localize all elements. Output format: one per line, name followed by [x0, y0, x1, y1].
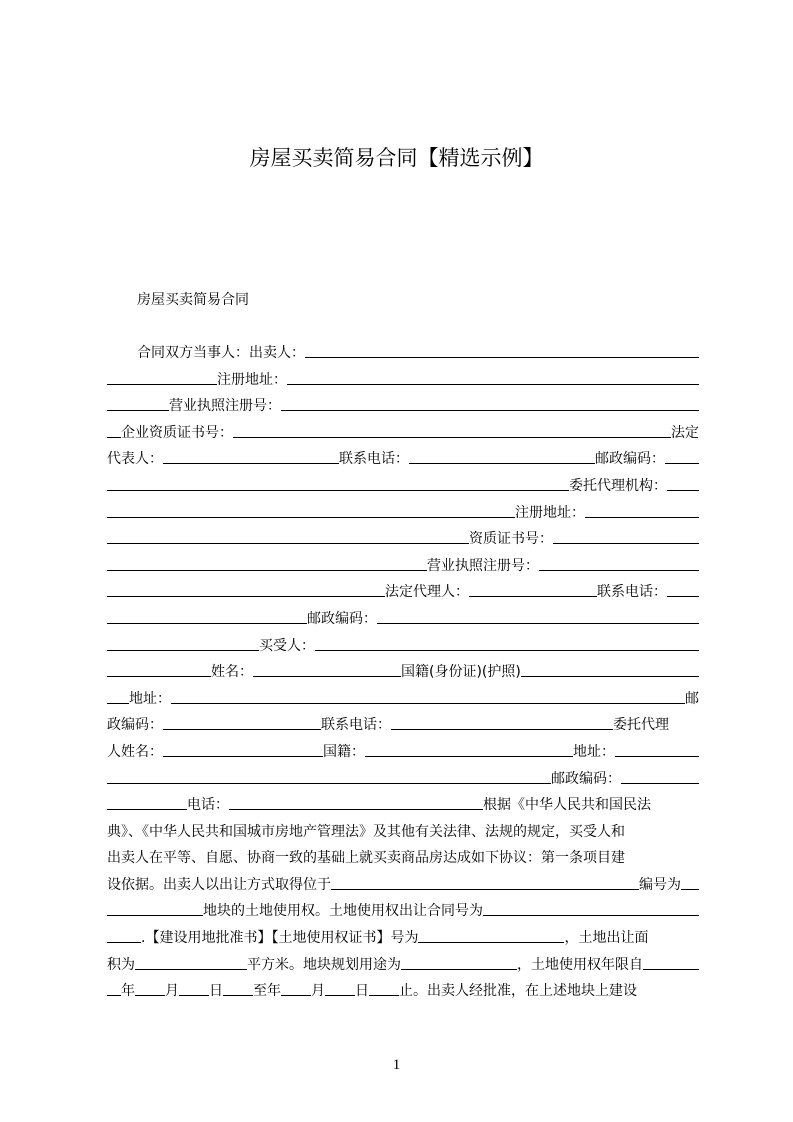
fill-in-blank — [163, 714, 321, 730]
fill-in-blank — [621, 768, 699, 784]
body-text-segment: 资质证书号： — [469, 531, 553, 548]
body-text-segment: ，土地使用权年限自 — [517, 956, 643, 973]
fill-in-blank — [315, 635, 699, 651]
fill-in-blank — [107, 369, 217, 385]
fill-in-blank — [401, 954, 517, 970]
page-number: 1 — [392, 1057, 401, 1073]
fill-in-blank — [179, 980, 209, 996]
body-text-segment: 法定代理人： — [385, 584, 469, 601]
body-text-segment: 邮政编码： — [595, 451, 665, 468]
body-line — [107, 526, 699, 553]
body-line — [107, 367, 699, 394]
fill-in-blank — [369, 980, 399, 996]
body-line — [107, 925, 699, 952]
body-text-segment: 止。出卖人经批准，在上述地块上建设 — [399, 983, 637, 1000]
body-text-segment: 日 — [355, 983, 369, 1000]
body-text-segment: 注册地址： — [515, 504, 585, 521]
body-line — [107, 340, 699, 367]
body-line — [107, 500, 699, 527]
body-text-segment: 邮政编码： — [307, 610, 377, 627]
body-text-segment: 典》、《中华人民共和国城市房地产管理法》及其他有关法律、法规的规定，买受人和 — [107, 823, 625, 840]
fill-in-blank — [483, 900, 699, 916]
fill-in-blank — [107, 900, 203, 916]
body-line — [107, 978, 699, 1005]
fill-in-blank — [135, 954, 247, 970]
body-text-segment: 代表人： — [107, 451, 163, 468]
fill-in-blank — [253, 661, 401, 677]
body-text-segment: 国籍： — [323, 743, 365, 760]
fill-in-blank — [107, 608, 307, 624]
body-text-segment: 委托代理 — [613, 717, 669, 734]
body-text-segment: 法定 — [671, 424, 699, 441]
body-text-segment: 地址： — [573, 743, 615, 760]
fill-in-blank — [469, 581, 597, 597]
body-text-segment: 编号为 — [639, 876, 681, 893]
fill-in-blank — [229, 794, 483, 810]
body-line — [107, 686, 699, 713]
body-line — [107, 420, 699, 447]
fill-in-blank — [107, 688, 129, 704]
body-text-segment: 积为 — [107, 956, 135, 973]
fill-in-blank — [585, 502, 699, 518]
fill-in-blank — [681, 874, 699, 890]
fill-in-blank — [287, 369, 699, 385]
fill-in-blank — [107, 502, 515, 518]
body-text-segment: 联系电话： — [321, 717, 391, 734]
body-line — [107, 792, 699, 819]
body-text-segment: 联系电话： — [339, 451, 409, 468]
body-text-segment: 合同双方当事人：出卖人： — [137, 345, 305, 361]
body-text-segment: 设依据。出卖人以出让方式取得位于 — [107, 876, 331, 893]
fill-in-blank — [667, 581, 699, 597]
body-text-segment: 年 — [121, 983, 135, 1000]
body-text-segment: 国籍(身份证)(护照) — [401, 664, 521, 681]
body-text-segment: 地块的土地使用权。土地使用权出让合同号为 — [203, 903, 483, 920]
fill-in-blank — [171, 688, 685, 704]
fill-in-blank — [107, 661, 211, 677]
fill-in-blank — [521, 661, 699, 677]
section-heading: 房屋买卖简易合同 — [137, 292, 249, 308]
body-text-segment: 营业执照注册号： — [169, 398, 281, 415]
fill-in-blank — [539, 555, 699, 571]
body-text-segment: 买受人： — [259, 637, 315, 654]
body-text-segment: 平方米。地块规划用途为 — [247, 956, 401, 973]
body-text-segment: 注册地址： — [217, 371, 287, 388]
body-text-segment: 至年 — [253, 983, 281, 1000]
body-text-segment: 联系电话： — [597, 584, 667, 601]
fill-in-blank — [665, 448, 699, 464]
fill-in-blank — [305, 342, 699, 358]
fill-in-blank — [107, 927, 141, 943]
body-line — [107, 845, 699, 872]
fill-in-blank — [418, 927, 564, 943]
fill-in-blank — [281, 395, 699, 411]
body-text-segment: 月 — [311, 983, 325, 1000]
body-text-segment: .【建设用地批准书】【土地使用权证书】号为 — [141, 930, 419, 947]
contract-body — [107, 340, 699, 1005]
fill-in-blank — [365, 741, 573, 757]
body-text-segment: 姓名： — [211, 664, 253, 681]
body-line — [107, 766, 699, 793]
body-line — [107, 712, 699, 739]
body-text-segment: 电话： — [187, 797, 229, 814]
body-text-segment: ，土地出让面 — [564, 930, 649, 947]
fill-in-blank — [107, 581, 385, 597]
fill-in-blank — [553, 528, 699, 544]
body-text-segment: 邮 — [685, 690, 699, 707]
body-text-segment: 地址： — [129, 690, 171, 707]
body-text-segment: 企业资质证书号： — [121, 424, 233, 441]
body-text-segment: 出卖人在平等、自愿、协商一致的基础上就买卖商品房达成如下协议：第一条项目建 — [107, 850, 625, 867]
body-line — [107, 633, 699, 660]
body-line — [107, 872, 699, 899]
fill-in-blank — [107, 768, 551, 784]
body-text-segment: 委托代理机构： — [569, 477, 667, 494]
body-text-segment: 月 — [165, 983, 179, 1000]
fill-in-blank — [135, 980, 165, 996]
fill-in-blank — [643, 954, 699, 970]
fill-in-blank — [223, 980, 253, 996]
document-title: 房屋买卖简易合同【精选示例】 — [249, 146, 544, 170]
body-text-segment: 邮政编码： — [551, 770, 621, 787]
fill-in-blank — [233, 422, 671, 438]
fill-in-blank — [107, 475, 569, 491]
fill-in-blank — [107, 980, 121, 996]
body-text-segment: 人姓名： — [107, 743, 163, 760]
body-line — [107, 393, 699, 420]
fill-in-blank — [281, 980, 311, 996]
body-line — [107, 952, 699, 979]
body-line — [107, 553, 699, 580]
fill-in-blank — [107, 422, 121, 438]
body-text-segment: 营业执照注册号： — [427, 557, 539, 574]
fill-in-blank — [163, 448, 339, 464]
fill-in-blank — [107, 794, 187, 810]
body-line — [107, 659, 699, 686]
fill-in-blank — [331, 874, 639, 890]
fill-in-blank — [163, 741, 323, 757]
body-line — [107, 606, 699, 633]
fill-in-blank — [325, 980, 355, 996]
fill-in-blank — [107, 635, 259, 651]
body-line — [107, 446, 699, 473]
fill-in-blank — [615, 741, 699, 757]
body-line — [107, 819, 699, 846]
fill-in-blank — [107, 395, 169, 411]
body-text-segment: 日 — [209, 983, 223, 1000]
fill-in-blank — [391, 714, 613, 730]
body-line — [107, 579, 699, 606]
fill-in-blank — [409, 448, 595, 464]
body-line — [107, 473, 699, 500]
fill-in-blank — [107, 528, 469, 544]
fill-in-blank — [377, 608, 699, 624]
fill-in-blank — [667, 475, 699, 491]
body-text-segment: 政编码： — [107, 717, 163, 734]
fill-in-blank — [107, 555, 427, 571]
body-text-segment: 根据《中华人民共和国民法 — [483, 797, 651, 814]
body-line — [107, 898, 699, 925]
body-line — [107, 739, 699, 766]
